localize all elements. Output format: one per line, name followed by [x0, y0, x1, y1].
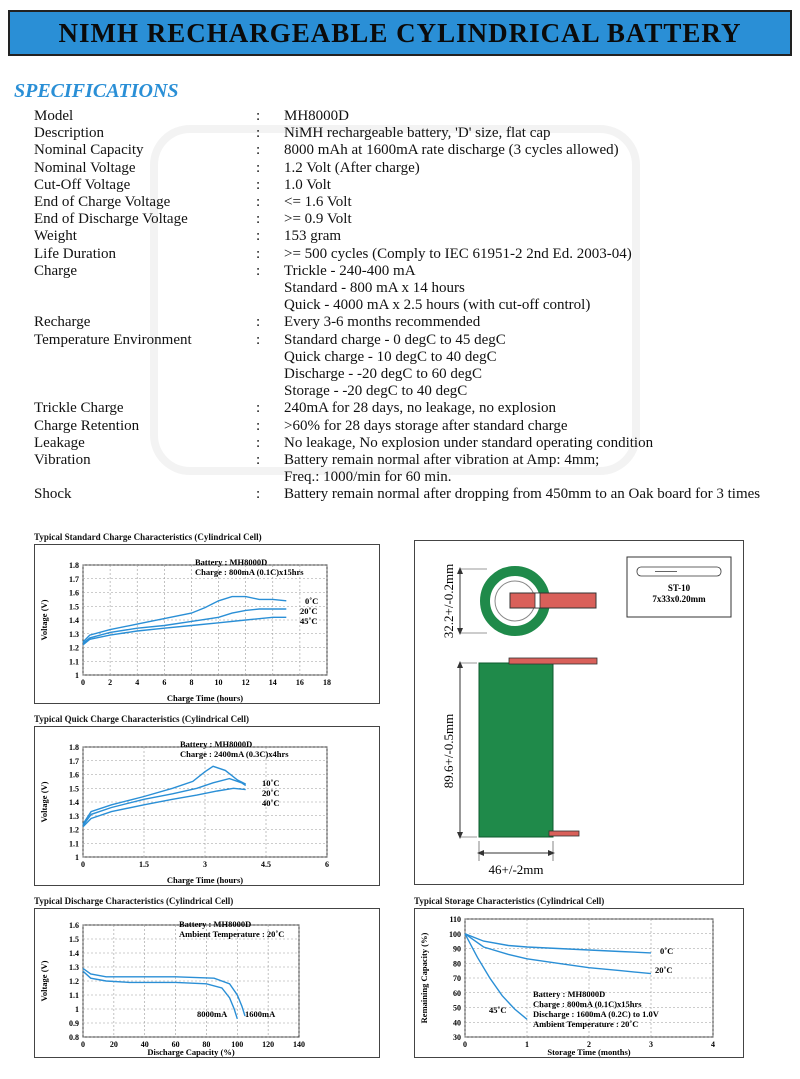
spec-row [34, 263, 764, 280]
x-tick-label: 80 [202, 1040, 211, 1049]
x-axis-label: Storage Time (months) [547, 1047, 631, 1057]
x-tick-label: 20 [109, 1040, 118, 1049]
y-tick-label: 1 [75, 853, 79, 862]
spec-label: Temperature Environment [34, 331, 192, 348]
spec-separator: : [256, 400, 261, 417]
y-tick-label: 1.2 [69, 825, 79, 835]
y-tick-label: 1.6 [69, 588, 79, 598]
width-dimension-label: 46+/-2mm [488, 862, 544, 877]
series-label: 20˚C [262, 788, 280, 798]
spec-separator: : [256, 228, 261, 245]
series-line [465, 934, 651, 974]
spec-separator: : [256, 142, 261, 159]
spec-separator: : [256, 245, 261, 262]
spec-value: Discharge - -20 degC to 60 degC [284, 366, 483, 383]
y-tick-label: 1.5 [69, 784, 79, 794]
spec-row [34, 400, 764, 417]
x-tick-label: 60 [171, 1040, 180, 1049]
spec-value: 153 gram [284, 228, 342, 245]
spec-value: Every 3-6 months recommended [284, 314, 481, 331]
x-tick-label: 4.5 [261, 860, 271, 869]
spec-row [34, 314, 764, 331]
spec-value: Standard charge - 0 degC to 45 degC [284, 331, 506, 348]
spec-row [34, 246, 764, 263]
y-tick-label: 1.5 [69, 602, 79, 612]
y-tick-label: 70 [453, 974, 461, 983]
y-tick-label: 0.9 [69, 1019, 79, 1028]
y-tick-label: 1.6 [69, 921, 79, 930]
y-tick-label: 1.8 [69, 561, 79, 570]
spec-row [34, 435, 764, 452]
spec-row [34, 486, 764, 503]
spec-separator: : [256, 486, 261, 503]
chart-annotation: Charge : 800mA (0.1C)x15hrs [533, 999, 642, 1009]
spec-label: Leakage [34, 434, 85, 451]
x-tick-label: 6 [325, 860, 329, 869]
spec-separator: : [256, 262, 261, 279]
tab-side-view [509, 658, 597, 664]
spec-row [34, 142, 764, 159]
spec-row [34, 418, 764, 435]
spec-separator: : [256, 125, 261, 142]
spec-value: MH8000D [284, 108, 350, 124]
y-tick-label: 1.1 [69, 991, 79, 1000]
spec-value: Storage - -20 degC to 40 degC [284, 383, 468, 400]
standard-charge-chart [34, 544, 380, 704]
series-label: 45˚C [489, 1005, 507, 1015]
x-axis-label: Discharge Capacity (%) [147, 1047, 235, 1057]
x-tick-label: 4 [711, 1040, 715, 1049]
series-label: 45˚C [300, 616, 318, 626]
x-tick-label: 6 [162, 678, 167, 687]
x-tick-label: 40 [140, 1040, 149, 1049]
discharge-chart [34, 908, 380, 1058]
x-tick-label: 0 [81, 1040, 85, 1049]
chart-annotation: Battery : MH8000D [180, 739, 253, 749]
spec-row [34, 160, 764, 177]
x-tick-label: 120 [262, 1040, 275, 1049]
spec-label: Trickle Charge [34, 400, 124, 417]
spec-label: Life Duration [34, 245, 117, 262]
spec-label: Charge Retention [34, 417, 140, 434]
x-axis-label: Charge Time (hours) [166, 693, 244, 703]
standard-charge-chart-title: Typical Standard Charge Characteristics (Cylindrical Cell) [34, 532, 262, 542]
dimension-drawing [415, 541, 743, 884]
spec-value: No leakage, No explosion under standard operating condition [284, 434, 654, 451]
spec-row [34, 211, 764, 228]
y-tick-label: 1.1 [69, 839, 79, 849]
x-tick-label: 0 [81, 860, 85, 869]
series-label: 20˚C [300, 606, 318, 616]
y-tick-label: 1.6 [69, 770, 79, 780]
page-header [8, 10, 792, 56]
x-tick-label: 0 [463, 1040, 467, 1049]
spec-value: Standard - 800 mA x 14 hours [284, 280, 465, 297]
x-tick-label: 2 [108, 678, 113, 687]
spec-label: Cut-Off Voltage [34, 176, 131, 193]
x-tick-label: 4 [135, 678, 140, 687]
chart-annotation: Battery : MH8000D [195, 557, 268, 567]
storage-chart [414, 908, 744, 1058]
spec-value: 240mA for 28 days, no leakage, no explosion [284, 400, 557, 417]
x-tick-label: 3 [203, 860, 207, 869]
spec-row [34, 194, 764, 211]
page-title: NIMH RECHARGEABLE CYLINDRICAL BATTERY [58, 17, 742, 48]
spec-value: 1.0 Volt [284, 176, 331, 193]
spec-label: Weight [34, 228, 77, 245]
height-dimension-label: 89.6+/-0.5mm [441, 713, 456, 789]
y-tick-label: 1.7 [69, 756, 79, 766]
x-tick-label: 140 [293, 1040, 305, 1049]
y-tick-label: 1.1 [69, 657, 79, 667]
series-label: 40˚C [262, 798, 280, 808]
cell-side-view [479, 663, 553, 837]
spec-row [34, 228, 764, 245]
spec-separator: : [256, 211, 261, 228]
spec-value: Freq.: 1000/min for 60 min. [284, 469, 452, 486]
quick-charge-chart-title: Typical Quick Charge Characteristics (Cylindrical Cell) [34, 714, 250, 724]
series-line [83, 788, 246, 827]
battery-dimension-diagram [414, 540, 744, 885]
quick-charge-chart [34, 726, 380, 886]
y-tick-label: 1.4 [69, 949, 79, 958]
x-tick-label: 3 [649, 1040, 653, 1049]
spec-value: Quick charge - 10 degC to 40 degC [284, 348, 497, 365]
spec-label: Model [34, 108, 74, 124]
y-tick-label: 1 [75, 1005, 79, 1014]
y-tick-label: 1.3 [69, 811, 79, 821]
y-tick-label: 1.7 [69, 574, 79, 584]
x-tick-label: 10 [214, 678, 223, 687]
spec-row [34, 383, 764, 400]
spec-label: Charge [34, 262, 78, 279]
spec-value: Trickle - 240-400 mA [284, 262, 416, 279]
series-label: 0˚C [660, 946, 674, 956]
chart-annotation: Battery : MH8000D [533, 989, 606, 999]
spec-value: >60% for 28 days storage after standard charge [284, 417, 568, 434]
spec-row [34, 469, 764, 486]
y-tick-label: 1.2 [69, 643, 79, 653]
spec-row [34, 297, 764, 314]
y-tick-label: 40 [453, 1018, 461, 1028]
spec-value: >= 500 cycles (Comply to IEC 61951-2 2nd Ed. 2003-04) [284, 245, 632, 262]
spec-label: Shock [34, 486, 72, 503]
chart-annotation: Battery : MH8000D [179, 919, 252, 929]
spec-value: Battery remain normal after vibration at Amp: 4mm; [284, 452, 600, 469]
spec-separator: : [256, 194, 261, 211]
spec-separator: : [256, 159, 261, 176]
y-tick-label: 50 [453, 1003, 461, 1013]
x-tick-label: 14 [268, 678, 277, 687]
y-axis-label: Voltage (V) [39, 960, 49, 1002]
series-line [83, 617, 286, 645]
spec-separator: : [256, 434, 261, 451]
y-axis-label: Remaining Capacity (%) [419, 932, 429, 1024]
y-tick-label: 110 [449, 915, 461, 924]
spec-label: Vibration [34, 452, 91, 469]
x-tick-label: 16 [295, 678, 304, 687]
y-tick-label: 90 [453, 944, 461, 954]
y-tick-label: 1 [75, 671, 79, 680]
spec-row [34, 366, 764, 383]
spec-value: 8000 mAh at 1600mA rate discharge (3 cycles allowed) [284, 142, 619, 159]
x-tick-label: 8 [189, 678, 194, 687]
y-tick-label: 1.3 [69, 963, 79, 972]
y-axis-label: Voltage (V) [39, 599, 49, 641]
spec-separator: : [256, 417, 261, 434]
x-tick-label: 12 [241, 678, 250, 687]
specifications-heading: SPECIFICATIONS [14, 80, 179, 102]
y-tick-label: 80 [453, 959, 461, 969]
spec-separator: : [256, 452, 261, 469]
y-tick-label: 1.5 [69, 935, 79, 944]
series-label: 10˚C [262, 778, 280, 788]
spec-separator: : [256, 314, 261, 331]
y-tick-label: 1.8 [69, 743, 79, 752]
x-tick-label: 100 [231, 1040, 244, 1049]
x-tick-label: 1.5 [139, 860, 149, 869]
y-axis-label: Voltage (V) [39, 781, 49, 823]
chart-annotation: Ambient Temperature : 20˚C [179, 929, 285, 939]
spec-value: Quick - 4000 mA x 2.5 hours (with cut-off control) [284, 297, 591, 314]
spec-row [34, 108, 764, 125]
chart-annotation: Charge : 2400mA (0.3C)x4hrs [180, 749, 289, 759]
x-tick-label: 1 [525, 1040, 529, 1049]
y-tick-label: 1.4 [69, 798, 79, 807]
series-label: 20˚C [655, 965, 673, 975]
series-label: 8000mA [197, 1009, 228, 1019]
chart-annotation: Discharge : 1600mA (0.2C) to 1.0V [533, 1009, 659, 1019]
spec-row [34, 452, 764, 469]
spec-label: Recharge [34, 314, 91, 331]
spec-value: <= 1.6 Volt [284, 194, 352, 211]
y-tick-label: 0.8 [69, 1033, 79, 1042]
spec-label: Description [34, 125, 104, 142]
spec-label: End of Discharge Voltage [34, 211, 188, 228]
y-tick-label: 1.2 [69, 977, 79, 986]
spec-row [34, 125, 764, 142]
series-label: 0˚C [305, 596, 319, 606]
x-tick-label: 18 [323, 678, 331, 687]
x-tick-label: 0 [81, 678, 85, 687]
chart-annotation: Charge : 800mA (0.1C)x15hrs [195, 567, 304, 577]
x-tick-label: 2 [587, 1040, 591, 1049]
spec-value: NiMH rechargeable battery, 'D' size, flat cap [284, 125, 551, 142]
y-tick-label: 30 [453, 1033, 461, 1042]
series-label: 1600mA [245, 1009, 276, 1019]
spec-row [34, 280, 764, 297]
tab-size-label: 7x33x0.20mm [652, 594, 706, 604]
tab-name-label: ST-10 [667, 583, 691, 593]
spec-value: 1.2 Volt (After charge) [284, 159, 420, 176]
y-tick-label: 1.4 [69, 616, 79, 625]
spec-row [34, 177, 764, 194]
y-tick-label: 60 [453, 988, 461, 998]
specifications-table [34, 108, 764, 504]
spec-label: End of Charge Voltage [34, 194, 171, 211]
spec-separator: : [256, 108, 261, 124]
spec-label: Nominal Voltage [34, 159, 136, 176]
tab-outline [637, 567, 721, 576]
spec-row [34, 349, 764, 366]
spec-value: Battery remain normal after dropping from 450mm to an Oak board for 3 times [284, 486, 761, 503]
tab-top-view [510, 593, 596, 608]
y-tick-label: 100 [449, 929, 461, 939]
storage-chart-title: Typical Storage Characteristics (Cylindrical Cell) [414, 896, 605, 906]
discharge-chart-title: Typical Discharge Characteristics (Cylindrical Cell) [34, 896, 234, 906]
top-dimension-label: 32.2+/-0.2mm [441, 563, 456, 639]
spec-label: Nominal Capacity [34, 142, 144, 159]
spec-separator: : [256, 331, 261, 348]
chart-annotation: Ambient Temperature : 20˚C [533, 1019, 639, 1029]
x-axis-label: Charge Time (hours) [166, 875, 244, 885]
spec-row [34, 332, 764, 349]
spec-value: >= 0.9 Volt [284, 211, 352, 228]
y-tick-label: 1.3 [69, 629, 79, 639]
spec-separator: : [256, 176, 261, 193]
